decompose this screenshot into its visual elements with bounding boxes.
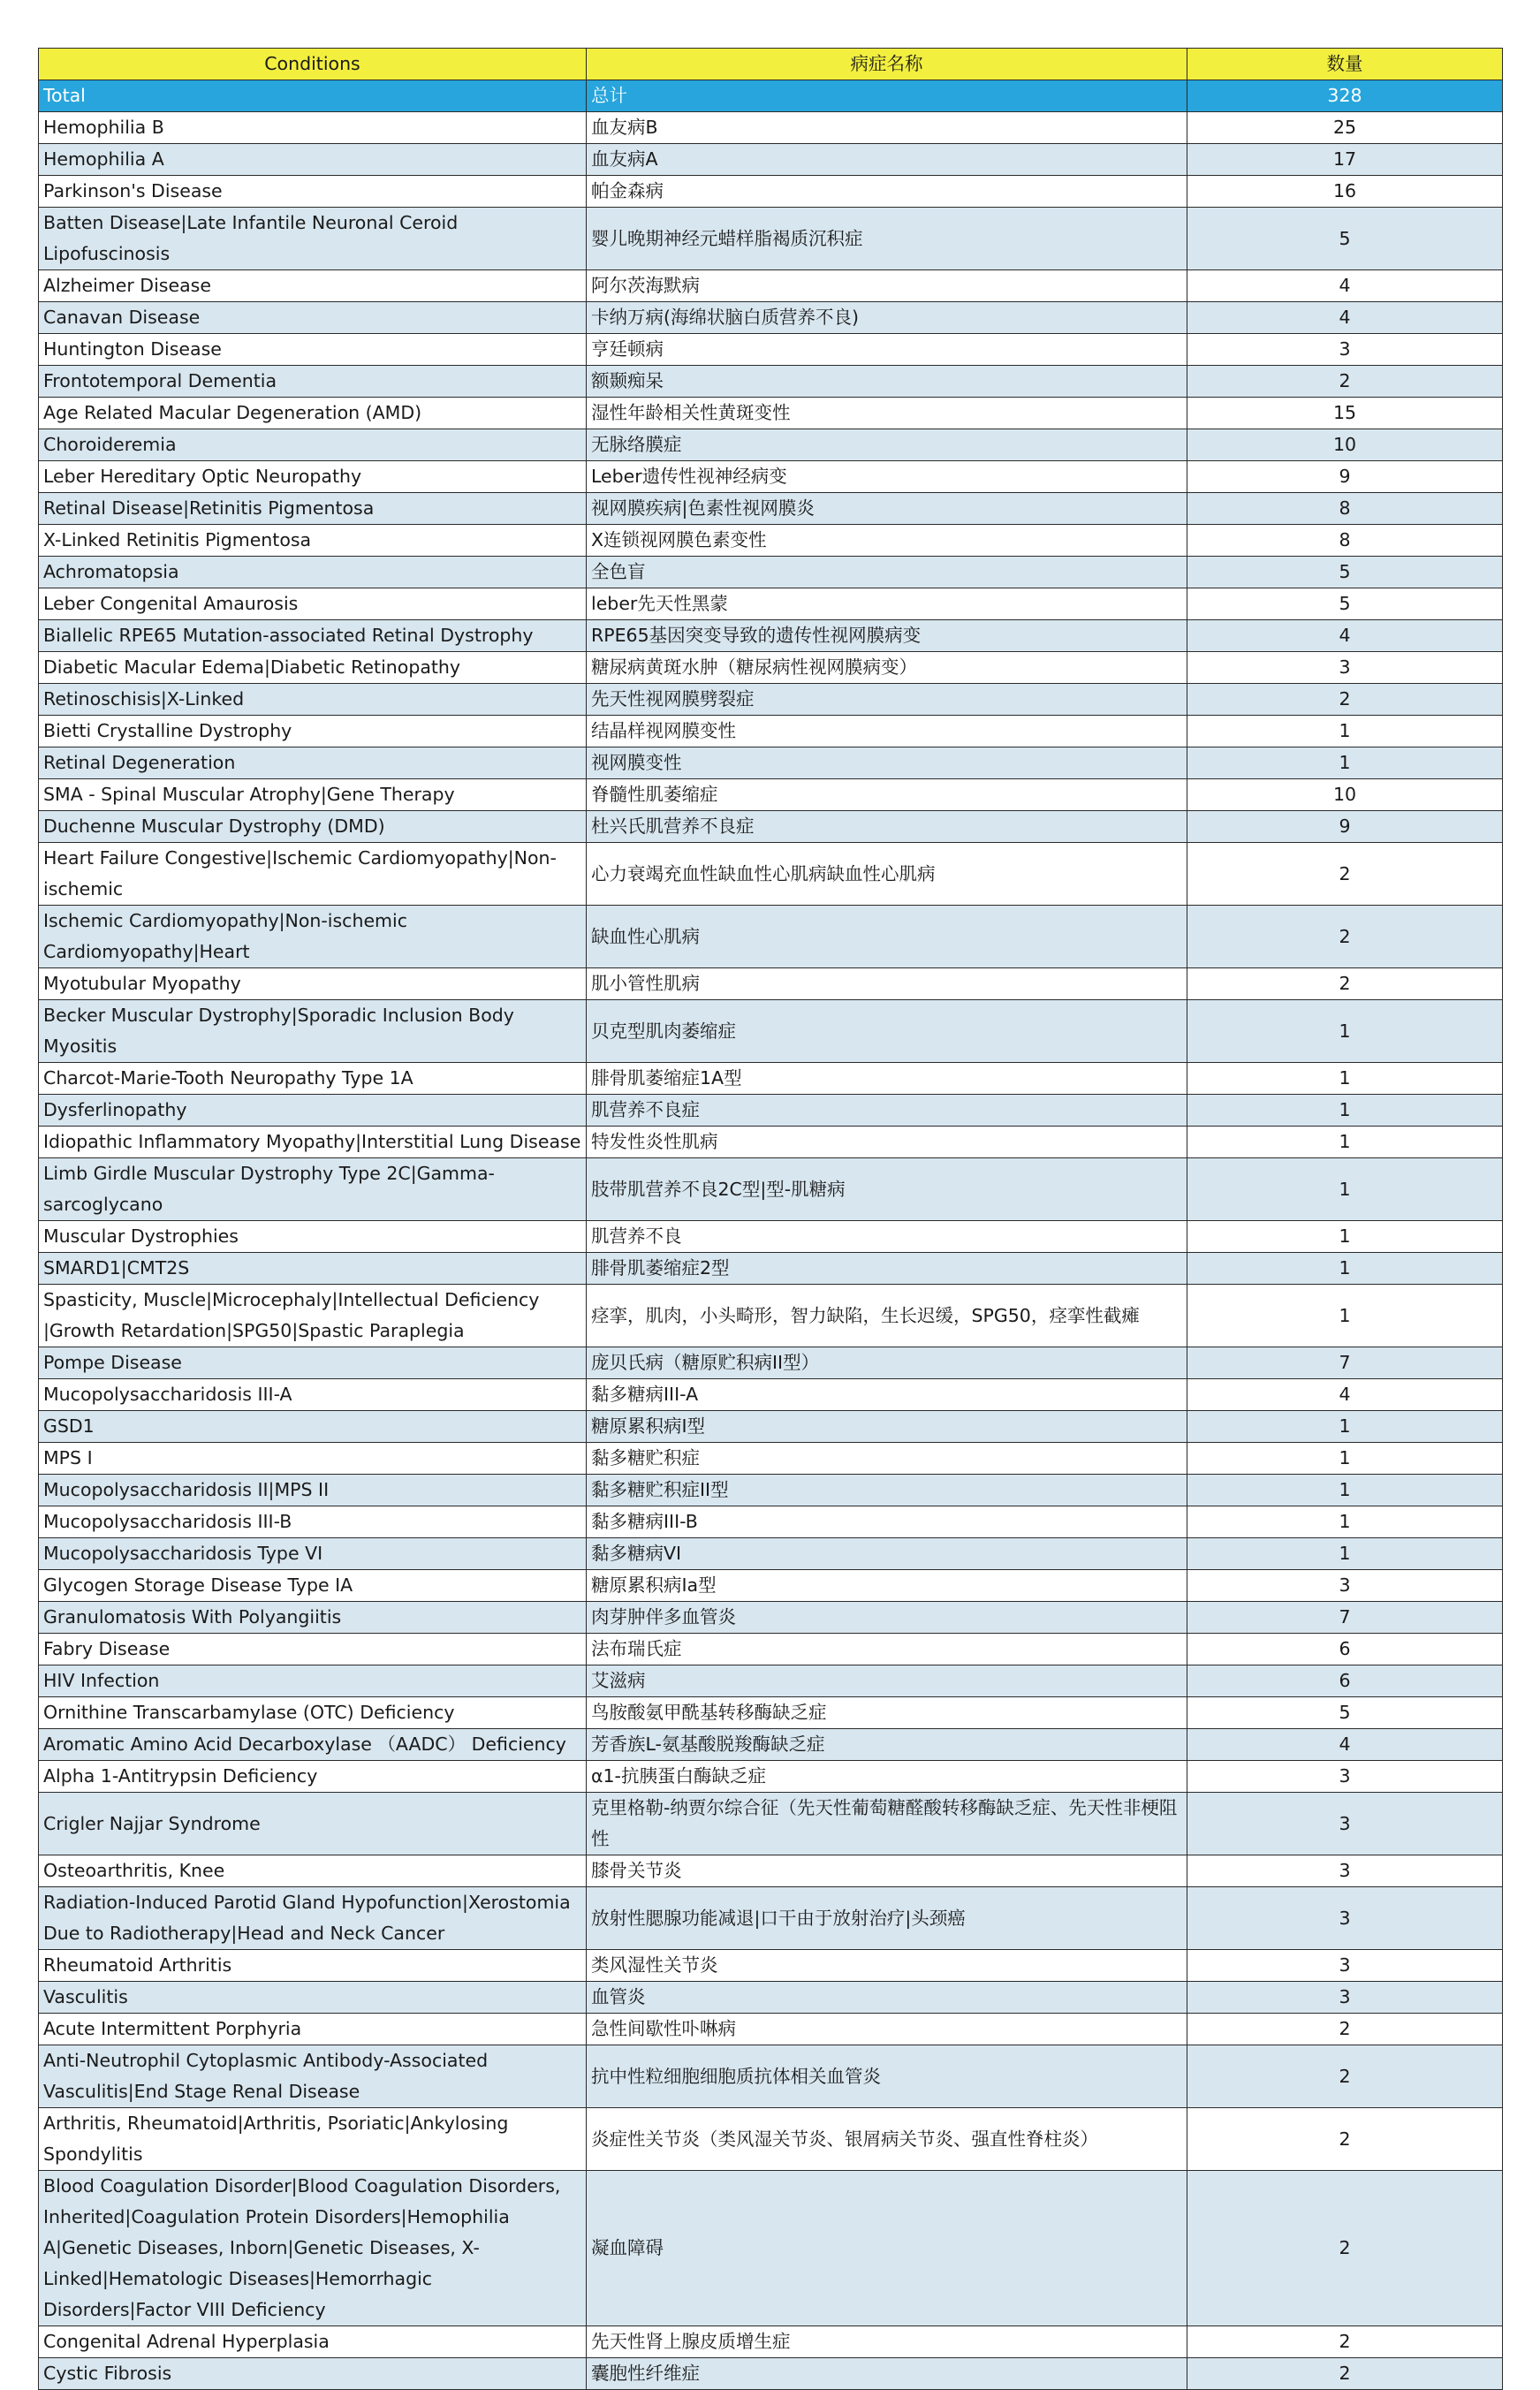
condition-name-en: Mucopolysaccharidosis Type VI	[39, 1538, 587, 1570]
condition-name-zh: 抗中性粒细胞细胞质抗体相关血管炎	[587, 2045, 1187, 2108]
condition-count: 2	[1187, 684, 1503, 716]
condition-name-en: Hemophilia A	[39, 144, 587, 176]
condition-count: 4	[1187, 620, 1503, 652]
table-row	[39, 1665, 1503, 1697]
conditions-table-container	[38, 48, 1502, 2390]
condition-name-en: Heart Failure Congestive|Ischemic Cardiomyopathy|Non-ischemic	[39, 843, 587, 906]
condition-count: 25	[1187, 112, 1503, 144]
table-row	[39, 1475, 1503, 1506]
table-row	[39, 1538, 1503, 1570]
table-row	[39, 1158, 1503, 1221]
condition-name-zh: 糖尿病黄斑水肿（糖尿病性视网膜病变）	[587, 652, 1187, 684]
condition-name-en: Blood Coagulation Disorder|Blood Coagulation Disorders, Inherited|Coagulation Protein Disorders|Hemophilia A|Genetic Diseases, Inborn|Genetic Diseases, X-Linked|Hematologic Diseases|Hemorrhagic Disorders|Factor VIII Deficiency	[39, 2171, 587, 2326]
condition-name-zh: 膝骨关节炎	[587, 1855, 1187, 1887]
condition-name-zh: 卡纳万病(海绵状脑白质营养不良)	[587, 302, 1187, 334]
condition-name-zh: 视网膜变性	[587, 747, 1187, 779]
condition-name-en: Osteoarthritis, Knee	[39, 1855, 587, 1887]
total-label-zh: 总计	[587, 80, 1187, 112]
table-row	[39, 1411, 1503, 1443]
condition-count: 1	[1187, 1285, 1503, 1347]
condition-name-zh: 血管炎	[587, 1982, 1187, 2014]
table-row	[39, 1697, 1503, 1729]
table-body	[39, 80, 1503, 2390]
condition-name-en: GSD1	[39, 1411, 587, 1443]
condition-name-en: Retinal Disease|Retinitis Pigmentosa	[39, 493, 587, 525]
condition-name-en: Duchenne Muscular Dystrophy (DMD)	[39, 811, 587, 843]
condition-name-zh: 肢带肌营养不良2C型|型-肌糖病	[587, 1158, 1187, 1221]
condition-name-en: Choroideremia	[39, 429, 587, 461]
table-row	[39, 1855, 1503, 1887]
condition-name-en: Parkinson's Disease	[39, 176, 587, 208]
condition-count: 1	[1187, 1538, 1503, 1570]
condition-name-zh: 黏多糖贮积症II型	[587, 1475, 1187, 1506]
condition-name-zh: 无脉络膜症	[587, 429, 1187, 461]
table-row	[39, 366, 1503, 398]
condition-name-en: Limb Girdle Muscular Dystrophy Type 2C|Gamma-sarcoglycano	[39, 1158, 587, 1221]
condition-count: 10	[1187, 779, 1503, 811]
condition-count: 3	[1187, 1761, 1503, 1793]
condition-count: 3	[1187, 1570, 1503, 1602]
condition-name-en: Becker Muscular Dystrophy|Sporadic Inclusion Body Myositis	[39, 1000, 587, 1063]
table-row	[39, 684, 1503, 716]
condition-count: 16	[1187, 176, 1503, 208]
condition-name-en: Dysferlinopathy	[39, 1095, 587, 1127]
condition-count: 3	[1187, 1855, 1503, 1887]
condition-name-zh: 鸟胺酸氨甲酰基转移酶缺乏症	[587, 1697, 1187, 1729]
table-row	[39, 1443, 1503, 1475]
condition-name-en: Granulomatosis With Polyangiitis	[39, 1602, 587, 1634]
table-row	[39, 1793, 1503, 1855]
condition-name-en: Age Related Macular Degeneration (AMD)	[39, 398, 587, 429]
condition-name-en: Cystic Fibrosis	[39, 2358, 587, 2390]
table-row	[39, 1285, 1503, 1347]
table-row	[39, 398, 1503, 429]
condition-name-zh: 黏多糖病VI	[587, 1538, 1187, 1570]
condition-name-en: Myotubular Myopathy	[39, 968, 587, 1000]
condition-name-en: Retinal Degeneration	[39, 747, 587, 779]
condition-name-en: Acute Intermittent Porphyria	[39, 2014, 587, 2045]
condition-count: 1	[1187, 1475, 1503, 1506]
condition-count: 2	[1187, 906, 1503, 968]
condition-name-en: Anti-Neutrophil Cytoplasmic Antibody-Associated Vasculitis|End Stage Renal Disease	[39, 2045, 587, 2108]
condition-name-en: Ischemic Cardiomyopathy|Non-ischemic Cardiomyopathy|Heart	[39, 906, 587, 968]
condition-count: 2	[1187, 843, 1503, 906]
condition-count: 4	[1187, 270, 1503, 302]
condition-name-zh: 特发性炎性肌病	[587, 1127, 1187, 1158]
condition-name-zh: 视网膜疾病|色素性视网膜炎	[587, 493, 1187, 525]
condition-name-zh: 额颞痴呆	[587, 366, 1187, 398]
condition-name-zh: 肌营养不良症	[587, 1095, 1187, 1127]
condition-name-zh: 痉挛，肌肉，小头畸形，智力缺陷，生长迟缓，SPG50，痉挛性截瘫	[587, 1285, 1187, 1347]
condition-name-zh: X连锁视网膜色素变性	[587, 525, 1187, 557]
condition-count: 1	[1187, 1253, 1503, 1285]
conditions-table	[38, 48, 1503, 2390]
table-row	[39, 843, 1503, 906]
condition-count: 3	[1187, 652, 1503, 684]
condition-name-zh: RPE65基因突变导致的遗传性视网膜病变	[587, 620, 1187, 652]
condition-count: 1	[1187, 1158, 1503, 1221]
condition-name-zh: 黏多糖病III-A	[587, 1379, 1187, 1411]
condition-name-zh: 婴儿晚期神经元蜡样脂褐质沉积症	[587, 208, 1187, 270]
condition-name-en: Aromatic Amino Acid Decarboxylase （AADC） Deficiency	[39, 1729, 587, 1761]
condition-name-en: Arthritis, Rheumatoid|Arthritis, Psoriatic|Ankylosing Spondylitis	[39, 2108, 587, 2171]
condition-name-en: X-Linked Retinitis Pigmentosa	[39, 525, 587, 557]
condition-name-zh: 糖原累积病Ⅰa型	[587, 1570, 1187, 1602]
condition-count: 5	[1187, 557, 1503, 588]
table-row	[39, 1095, 1503, 1127]
condition-count: 1	[1187, 1063, 1503, 1095]
condition-count: 6	[1187, 1634, 1503, 1665]
condition-count: 3	[1187, 1950, 1503, 1982]
table-row	[39, 968, 1503, 1000]
condition-name-zh: 急性间歇性卟啉病	[587, 2014, 1187, 2045]
condition-count: 2	[1187, 2358, 1503, 2390]
condition-count: 1	[1187, 1411, 1503, 1443]
condition-name-zh: 先天性视网膜劈裂症	[587, 684, 1187, 716]
condition-count: 2	[1187, 2045, 1503, 2108]
condition-name-en: Fabry Disease	[39, 1634, 587, 1665]
condition-name-en: SMA - Spinal Muscular Atrophy|Gene Therapy	[39, 779, 587, 811]
table-row	[39, 1063, 1503, 1095]
condition-name-zh: Leber遗传性视神经病变	[587, 461, 1187, 493]
condition-name-en: Radiation-Induced Parotid Gland Hypofunction|Xerostomia Due to Radiotherapy|Head and Neck Cancer	[39, 1887, 587, 1950]
table-row	[39, 1347, 1503, 1379]
table-row	[39, 270, 1503, 302]
table-row	[39, 652, 1503, 684]
table-row	[39, 1887, 1503, 1950]
table-row	[39, 2014, 1503, 2045]
condition-count: 5	[1187, 208, 1503, 270]
table-row	[39, 461, 1503, 493]
header-conditions: Conditions	[39, 49, 587, 80]
total-count: 328	[1187, 80, 1503, 112]
condition-name-en: Idiopathic Inflammatory Myopathy|Interstitial Lung Disease	[39, 1127, 587, 1158]
condition-name-en: Mucopolysaccharidosis III-A	[39, 1379, 587, 1411]
condition-name-en: Pompe Disease	[39, 1347, 587, 1379]
condition-count: 4	[1187, 302, 1503, 334]
table-row	[39, 1253, 1503, 1285]
condition-name-en: Ornithine Transcarbamylase (OTC) Deficiency	[39, 1697, 587, 1729]
condition-name-en: Retinoschisis|X-Linked	[39, 684, 587, 716]
condition-name-en: Vasculitis	[39, 1982, 587, 2014]
condition-name-zh: 庞贝氏病（糖原贮积病II型）	[587, 1347, 1187, 1379]
condition-name-zh: 阿尔茨海默病	[587, 270, 1187, 302]
table-row	[39, 2108, 1503, 2171]
condition-count: 1	[1187, 1000, 1503, 1063]
table-row	[39, 779, 1503, 811]
condition-name-zh: 类风湿性关节炎	[587, 1950, 1187, 1982]
table-row	[39, 1506, 1503, 1538]
condition-count: 15	[1187, 398, 1503, 429]
condition-name-zh: 亨廷顿病	[587, 334, 1187, 366]
table-row	[39, 1221, 1503, 1253]
condition-name-en: Diabetic Macular Edema|Diabetic Retinopathy	[39, 652, 587, 684]
table-row	[39, 525, 1503, 557]
table-row	[39, 557, 1503, 588]
condition-name-en: Alpha 1-Antitrypsin Deficiency	[39, 1761, 587, 1793]
condition-name-en: Canavan Disease	[39, 302, 587, 334]
table-row	[39, 112, 1503, 144]
table-row	[39, 1982, 1503, 2014]
table-row	[39, 906, 1503, 968]
condition-name-zh: 血友病A	[587, 144, 1187, 176]
condition-name-zh: 心力衰竭充血性缺血性心肌病缺血性心肌病	[587, 843, 1187, 906]
condition-name-zh: 帕金森病	[587, 176, 1187, 208]
condition-count: 2	[1187, 968, 1503, 1000]
table-row	[39, 1602, 1503, 1634]
condition-count: 1	[1187, 716, 1503, 747]
table-row	[39, 1000, 1503, 1063]
table-row	[39, 620, 1503, 652]
condition-count: 2	[1187, 2171, 1503, 2326]
condition-name-zh: 杜兴氏肌营养不良症	[587, 811, 1187, 843]
table-row	[39, 716, 1503, 747]
condition-name-zh: α1-抗胰蛋白酶缺乏症	[587, 1761, 1187, 1793]
condition-name-en: Glycogen Storage Disease Type IA	[39, 1570, 587, 1602]
condition-name-en: Leber Hereditary Optic Neuropathy	[39, 461, 587, 493]
condition-count: 3	[1187, 1982, 1503, 2014]
condition-name-en: Congenital Adrenal Hyperplasia	[39, 2326, 587, 2358]
condition-name-en: Frontotemporal Dementia	[39, 366, 587, 398]
condition-name-zh: 贝克型肌肉萎缩症	[587, 1000, 1187, 1063]
table-row	[39, 1761, 1503, 1793]
condition-name-zh: 湿性年龄相关性黄斑变性	[587, 398, 1187, 429]
condition-name-zh: 炎症性关节炎（类风湿关节炎、银屑病关节炎、强直性脊柱炎）	[587, 2108, 1187, 2171]
table-row	[39, 747, 1503, 779]
table-row	[39, 1127, 1503, 1158]
table-row	[39, 1379, 1503, 1411]
condition-name-en: MPS I	[39, 1443, 587, 1475]
condition-name-zh: 先天性肾上腺皮质增生症	[587, 2326, 1187, 2358]
table-row	[39, 302, 1503, 334]
condition-name-zh: 血友病B	[587, 112, 1187, 144]
header-count: 数量	[1187, 49, 1503, 80]
condition-count: 3	[1187, 1793, 1503, 1855]
condition-name-zh: 法布瑞氏症	[587, 1634, 1187, 1665]
table-row	[39, 208, 1503, 270]
table-row	[39, 429, 1503, 461]
table-row	[39, 1634, 1503, 1665]
condition-name-zh: leber先天性黑蒙	[587, 588, 1187, 620]
condition-count: 4	[1187, 1379, 1503, 1411]
total-row	[39, 80, 1503, 112]
condition-name-zh: 芳香族L-氨基酸脱羧酶缺乏症	[587, 1729, 1187, 1761]
condition-count: 2	[1187, 2014, 1503, 2045]
condition-count: 1	[1187, 1506, 1503, 1538]
header-cn-name: 病症名称	[587, 49, 1187, 80]
condition-name-zh: 肌小管性肌病	[587, 968, 1187, 1000]
condition-count: 4	[1187, 1729, 1503, 1761]
condition-name-zh: 全色盲	[587, 557, 1187, 588]
condition-count: 17	[1187, 144, 1503, 176]
condition-name-en: Hemophilia B	[39, 112, 587, 144]
condition-name-en: Huntington Disease	[39, 334, 587, 366]
condition-count: 1	[1187, 1127, 1503, 1158]
condition-name-en: Crigler Najjar Syndrome	[39, 1793, 587, 1855]
condition-name-en: Charcot-Marie-Tooth Neuropathy Type 1A	[39, 1063, 587, 1095]
table-row	[39, 1570, 1503, 1602]
condition-name-zh: 缺血性心肌病	[587, 906, 1187, 968]
condition-name-en: Mucopolysaccharidosis II|MPS II	[39, 1475, 587, 1506]
condition-name-en: Rheumatoid Arthritis	[39, 1950, 587, 1982]
condition-name-en: Biallelic RPE65 Mutation-associated Retinal Dystrophy	[39, 620, 587, 652]
condition-name-zh: 腓骨肌萎缩症1A型	[587, 1063, 1187, 1095]
condition-name-zh: 肉芽肿伴多血管炎	[587, 1602, 1187, 1634]
condition-name-en: Mucopolysaccharidosis III-B	[39, 1506, 587, 1538]
condition-name-en: Bietti Crystalline Dystrophy	[39, 716, 587, 747]
condition-name-en: Alzheimer Disease	[39, 270, 587, 302]
table-row	[39, 811, 1503, 843]
condition-count: 8	[1187, 525, 1503, 557]
condition-name-en: Spasticity, Muscle|Microcephaly|Intellectual Deficiency |Growth Retardation|SPG50|Spastic Paraplegia	[39, 1285, 587, 1347]
condition-name-zh: 肌营养不良	[587, 1221, 1187, 1253]
condition-count: 3	[1187, 334, 1503, 366]
condition-count: 10	[1187, 429, 1503, 461]
table-row	[39, 2171, 1503, 2326]
condition-name-en: Muscular Dystrophies	[39, 1221, 587, 1253]
table-row	[39, 588, 1503, 620]
table-row	[39, 2358, 1503, 2390]
condition-count: 5	[1187, 1697, 1503, 1729]
condition-count: 2	[1187, 366, 1503, 398]
condition-name-en: Batten Disease|Late Infantile Neuronal Ceroid Lipofuscinosis	[39, 208, 587, 270]
condition-count: 1	[1187, 747, 1503, 779]
condition-name-zh: 结晶样视网膜变性	[587, 716, 1187, 747]
condition-count: 2	[1187, 2108, 1503, 2171]
condition-name-en: Achromatopsia	[39, 557, 587, 588]
condition-name-zh: 艾滋病	[587, 1665, 1187, 1697]
table-row	[39, 1729, 1503, 1761]
condition-count: 9	[1187, 811, 1503, 843]
condition-name-zh: 糖原累积病Ⅰ型	[587, 1411, 1187, 1443]
condition-count: 7	[1187, 1602, 1503, 1634]
condition-count: 2	[1187, 2326, 1503, 2358]
condition-name-zh: 脊髓性肌萎缩症	[587, 779, 1187, 811]
condition-name-en: SMARD1|CMT2S	[39, 1253, 587, 1285]
condition-count: 6	[1187, 1665, 1503, 1697]
table-row	[39, 493, 1503, 525]
condition-name-zh: 放射性腮腺功能减退|口干由于放射治疗|头颈癌	[587, 1887, 1187, 1950]
condition-count: 3	[1187, 1887, 1503, 1950]
table-row	[39, 334, 1503, 366]
total-label-en: Total	[39, 80, 587, 112]
condition-name-zh: 黏多糖贮积症	[587, 1443, 1187, 1475]
condition-name-en: Leber Congenital Amaurosis	[39, 588, 587, 620]
condition-count: 5	[1187, 588, 1503, 620]
table-row	[39, 176, 1503, 208]
condition-count: 9	[1187, 461, 1503, 493]
condition-name-zh: 黏多糖病III-B	[587, 1506, 1187, 1538]
table-row	[39, 2045, 1503, 2108]
condition-name-en: HIV Infection	[39, 1665, 587, 1697]
table-header-row	[39, 49, 1503, 80]
condition-count: 1	[1187, 1221, 1503, 1253]
table-row	[39, 2326, 1503, 2358]
condition-count: 8	[1187, 493, 1503, 525]
condition-name-zh: 凝血障碍	[587, 2171, 1187, 2326]
table-row	[39, 1950, 1503, 1982]
condition-count: 1	[1187, 1095, 1503, 1127]
table-row	[39, 144, 1503, 176]
condition-count: 1	[1187, 1443, 1503, 1475]
condition-name-zh: 腓骨肌萎缩症2型	[587, 1253, 1187, 1285]
condition-name-zh: 囊胞性纤维症	[587, 2358, 1187, 2390]
condition-name-zh: 克里格勒-纳贾尔综合征（先天性葡萄糖醛酸转移酶缺乏症、先天性非梗阻性	[587, 1793, 1187, 1855]
condition-count: 7	[1187, 1347, 1503, 1379]
